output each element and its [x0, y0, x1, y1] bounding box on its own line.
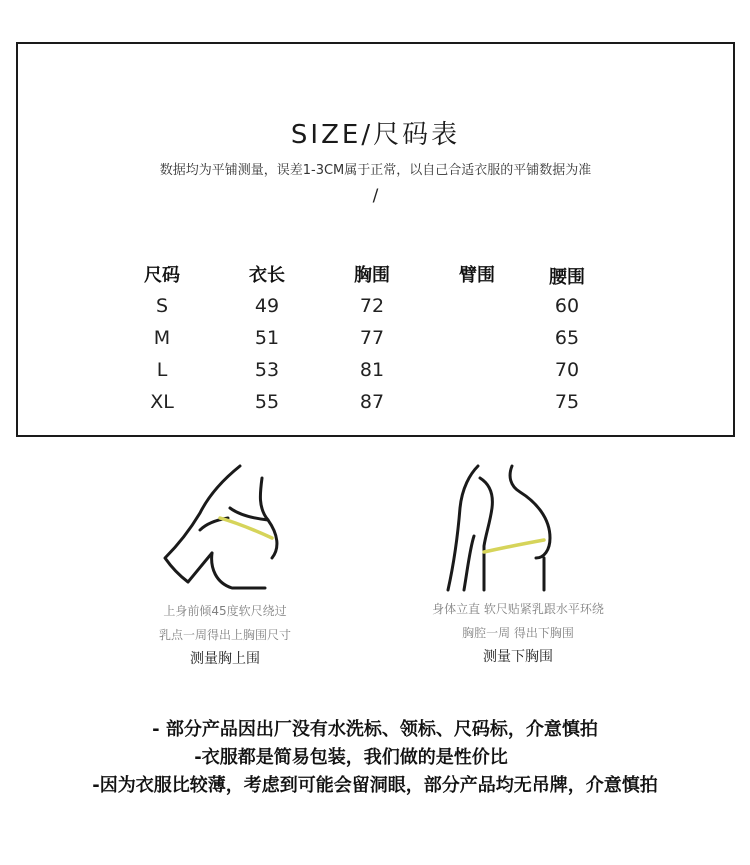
upper-bust-caption-1: 上身前倾45度软尺绕过: [163, 604, 287, 618]
table-cell: 53: [254, 359, 280, 381]
table-cell: 51: [254, 327, 280, 349]
table-cell: XL: [150, 391, 174, 413]
upper-bust-caption-2: 乳点一周得出上胸围尺寸: [158, 628, 291, 642]
table-cell: S: [155, 295, 169, 317]
table-cell: M: [153, 327, 171, 349]
note-line-3: -因为衣服比较薄，考虑到可能会留洞眼，部分产品均无吊牌，介意慎拍: [92, 775, 658, 796]
size-chart-slash: /: [372, 186, 379, 206]
header-bust: 胸围: [354, 265, 390, 286]
header-length: 衣长: [249, 265, 285, 286]
upper-bust-figure: [150, 458, 290, 598]
table-cell: 65: [554, 327, 580, 349]
table-cell: 87: [359, 391, 385, 413]
table-cell: 49: [254, 295, 280, 317]
table-cell: 81: [359, 359, 385, 381]
under-bust-caption-2: 胸腔一周 得出下胸围: [462, 626, 574, 640]
table-cell: 72: [359, 295, 385, 317]
size-chart-subtitle: 数据均为平铺测量，误差1-3CM属于正常，以自己合适衣服的平铺数据为准: [159, 163, 592, 178]
header-waist: 腰围: [549, 267, 585, 288]
size-chart-box: [16, 42, 735, 437]
table-cell: L: [156, 359, 168, 381]
size-chart-title: SIZE/尺码表: [290, 120, 461, 150]
note-line-1: - 部分产品因出厂没有水洗标、领标、尺码标，介意慎拍: [152, 719, 598, 740]
upper-bust-label: 测量胸上围: [190, 651, 260, 667]
table-cell: 77: [359, 327, 385, 349]
table-cell: 75: [554, 391, 580, 413]
table-cell: 55: [254, 391, 280, 413]
table-cell: 60: [554, 295, 580, 317]
note-line-2: -衣服都是简易包装，我们做的是性价比: [194, 747, 508, 768]
header-size: 尺码: [144, 265, 180, 286]
under-bust-label: 测量下胸围: [483, 649, 553, 665]
under-bust-figure: [440, 458, 570, 598]
measuring-tape: [484, 540, 544, 552]
table-cell: 70: [554, 359, 580, 381]
header-arm: 臂围: [459, 265, 495, 286]
under-bust-caption-1: 身体立直 软尺贴紧乳跟水平环绕: [432, 602, 604, 616]
